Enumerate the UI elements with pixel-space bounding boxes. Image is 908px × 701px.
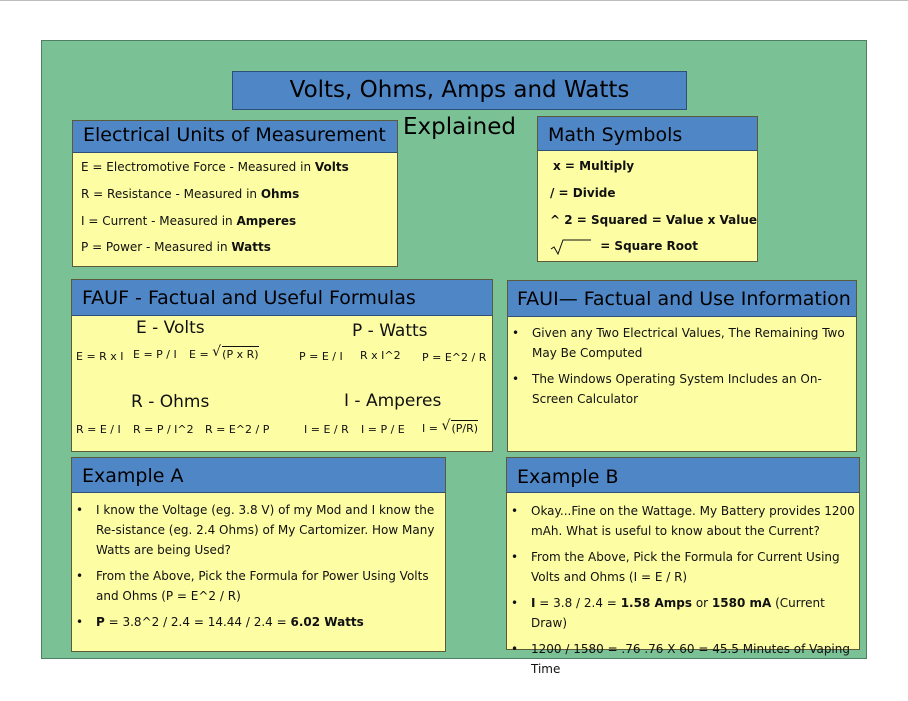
example-b-item: • From the Above, Pick the Formula for Current Using Volts and Ohms (I = E / R) [507,547,857,587]
math-panel [537,116,758,262]
ohms-formula-2: R = P / I^2 [133,423,194,436]
example-b-item: • Okay...Fine on the Wattage. My Battery provides 1200 mAh. What is useful to know about the Current? [507,501,857,541]
unit-symbol: P [81,240,89,254]
unit-name: Volts [314,160,349,174]
amps-formula-1: I = E / R [304,423,349,436]
watts-formula-3: P = E^2 / R [422,351,487,364]
example-b-symbol: I [531,596,536,610]
example-b-item: • 1200 / 1580 = .76 .76 X 60 = 45.5 Minutes of Vaping Time [507,639,857,679]
volts-formula-3 [189,344,259,362]
volts-radicand: (P x R) [222,348,259,361]
ohms-formula-1: R = E / I [76,423,121,436]
ohms-title: R - Ohms [131,392,210,412]
unit-name: Ohms [260,187,300,201]
unit-desc: = Electromotive Force - Measured in [88,160,315,174]
example-b-item [507,593,857,633]
example-a-symbol: P [96,615,105,629]
square-root-icon: √ (P/R) [441,418,479,435]
example-a-heading: Example A [72,458,445,493]
unit-line-e [81,159,349,175]
volts-formula-3-prefix: E = [189,348,209,361]
top-border-line [0,0,908,1]
square-root-icon [550,239,592,255]
watts-title: P - Watts [352,321,428,341]
example-b-tail: (Current Draw) [531,596,825,630]
formulas-panel [71,279,493,452]
example-b-panel [506,457,860,676]
unit-symbol: E [81,160,89,174]
amps-radicand: (P/R) [451,422,479,435]
units-panel [72,120,398,267]
amps-title: I - Amperes [344,391,442,411]
unit-symbol: I [81,214,85,228]
unit-desc: = Power - Measured in [88,240,232,254]
example-a-panel [71,457,446,652]
units-heading: Electrical Units of Measurement [73,121,397,153]
unit-name: Watts [231,240,271,254]
unit-desc: = Resistance - Measured in [89,187,261,201]
unit-line-i [81,213,296,229]
unit-line-r [81,186,299,202]
ohms-formula-3: R = E^2 / P [205,423,270,436]
example-b-calc: = 3.8 / 2.4 = [535,596,621,610]
volts-title: E - Volts [136,318,205,338]
math-squared: ^ 2 = Squared = Value x Value [550,213,758,227]
info-panel [507,280,857,452]
math-sqrt [550,238,698,255]
info-list [508,323,856,415]
page-title: Volts, Ohms, Amps and Watts Explained [232,71,687,110]
example-b-list [507,501,857,685]
math-divide: / = Divide [550,186,616,200]
formulas-heading: FAUF - Factual and Useful Formulas [72,280,492,316]
watts-formula-2: R x I^2 [360,349,401,362]
unit-line-p [81,239,271,255]
amps-formula-3-prefix: I = [422,422,438,435]
math-multiply: x = Multiply [553,159,635,173]
volts-formula-2: E = P / I [133,348,177,361]
example-a-calc: = 3.8^2 / 2.4 = 14.44 / 2.4 = [104,615,291,629]
example-b-heading: Example B [507,458,859,493]
info-heading: FAUI— Factual and Use Information [508,281,856,317]
sqrt-label: = Square Root [600,239,698,253]
info-item: • Given any Two Electrical Values, The Remaining Two May Be Computed [508,323,856,363]
square-root-icon: √ (P x R) [212,344,259,361]
watts-formula-1: P = E / I [299,350,343,363]
unit-symbol: R [81,187,90,201]
example-b-ma: 1580 mA [711,596,772,610]
example-a-list [72,500,438,638]
example-a-item: • From the Above, Pick the Formula for Power Using Volts and Ohms (P = E^2 / R) [72,566,438,606]
example-a-result: 6.02 Watts [290,615,364,629]
unit-name: Amperes [236,214,297,228]
info-item: • The Windows Operating System Includes an On-Screen Calculator [508,369,856,409]
amps-formula-3 [422,418,479,436]
amps-formula-2: I = P / E [361,423,405,436]
unit-desc: = Current - Measured in [84,214,237,228]
example-a-item [72,612,438,632]
math-heading: Math Symbols [538,117,757,151]
volts-formula-1: E = R x I [76,350,124,363]
example-a-item: • I know the Voltage (eg. 3.8 V) of my Mod and I know the Re-sistance (eg. 2.4 Ohms) of My Cartomizer. How Many Watts are being Used? [72,500,438,560]
example-b-or: or [692,596,712,610]
example-b-amps: 1.58 Amps [620,596,692,610]
